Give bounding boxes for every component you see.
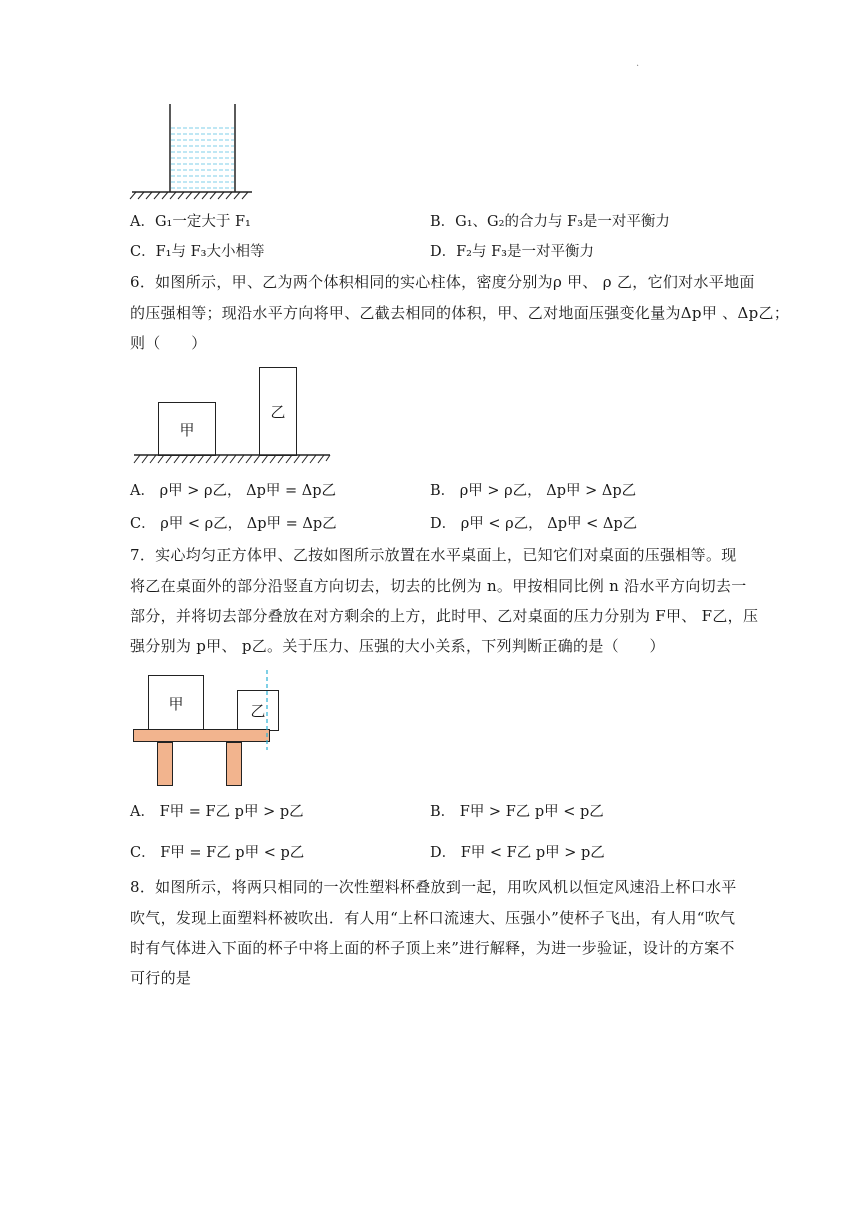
q6-stem-line-3: 则（ ） — [130, 334, 207, 352]
q7-stem-line-1: 7．实心均匀正方体甲、乙按如图所示放置在水平桌面上，已知它们对桌面的压强相等。现 — [130, 546, 737, 564]
q8-stem-line-1: 8．如图所示，将两只相同的一次性塑料杯叠放到一起，用吹风机以恒定风速沿上杯口水平 — [130, 878, 737, 896]
q5-option-d: D．F₂与 F₃是一对平衡力 — [430, 244, 594, 260]
q7-option-b: B． F甲 > F乙 p甲 < p乙 — [430, 804, 604, 820]
q6-label-jia: 甲 — [179, 420, 195, 439]
q8-stem-line-3: 时有气体进入下面的杯子中将上面的杯子顶上来”进行解释，为进一步验证，设计的方案不 — [130, 939, 735, 957]
q6-figure — [130, 362, 335, 467]
q6-option-c: C． ρ甲 < ρ乙， Δp甲 = Δp乙 — [130, 516, 337, 532]
q7-table-leg-left — [157, 742, 173, 786]
q8-stem-line-4: 可行的是 — [130, 969, 192, 987]
q7-figure — [130, 670, 280, 790]
q7-table-top — [133, 729, 270, 742]
q5-option-c: C．F₁与 F₃大小相等 — [130, 244, 265, 260]
q7-stem-line-2: 将乙在桌面外的部分沿竖直方向切去，切去的比例为 n。甲按相同比例 n 沿水平方向切去一 — [130, 577, 747, 595]
q7-option-c: C． F甲 = F乙 p甲 < p乙 — [130, 845, 305, 861]
q5-option-b: B．G₁、G₂的合力与 F₃是一对平衡力 — [430, 214, 670, 230]
q6-stem-line-1: 6．如图所示，甲、乙为两个体积相同的实心柱体，密度分别为ρ 甲、 ρ 乙，它们对水平地面 — [130, 273, 755, 291]
q7-stem-line-3: 部分，并将切去部分叠放在对方剩余的上方，此时甲、乙对桌面的压力分别为 F甲、 F乙，压 — [130, 607, 759, 625]
q7-table-leg-right — [226, 742, 242, 786]
q6-option-b: B． ρ甲 > ρ乙， Δp甲 > Δp乙 — [430, 483, 637, 499]
q7-option-d: D． F甲 < F乙 p甲 > p乙 — [430, 845, 605, 861]
q7-label-jia: 甲 — [168, 694, 184, 713]
q5-container-figure — [128, 102, 258, 200]
q7-cut-line — [264, 670, 270, 750]
q6-ground — [130, 454, 335, 466]
q7-label-yi: 乙 — [250, 702, 266, 720]
header-dot: . — [636, 58, 640, 69]
q6-option-a: A． ρ甲 > ρ乙， Δp甲 = Δp乙 — [130, 483, 336, 499]
q8-stem-line-2: 吹气，发现上面塑料杯被吹出．有人用“上杯口流速大、压强小”使杯子飞出，有人用“吹气 — [130, 909, 736, 927]
q5-option-a: A．G₁一定大于 F₁ — [130, 214, 251, 230]
q7-option-a: A． F甲 = F乙 p甲 > p乙 — [130, 804, 304, 820]
q6-stem-line-2: 的压强相等；现沿水平方向将甲、乙截去相同的体积，甲、乙对地面压强变化量为Δp甲 、Δp乙； — [130, 304, 790, 322]
q6-option-d: D． ρ甲 < ρ乙， Δp甲 < Δp乙 — [430, 516, 638, 532]
q6-label-yi: 乙 — [270, 403, 286, 421]
q7-stem-line-4: 强分别为 p甲、 p乙。关于压力、压强的大小关系，下列判断正确的是（ ） — [130, 637, 665, 655]
